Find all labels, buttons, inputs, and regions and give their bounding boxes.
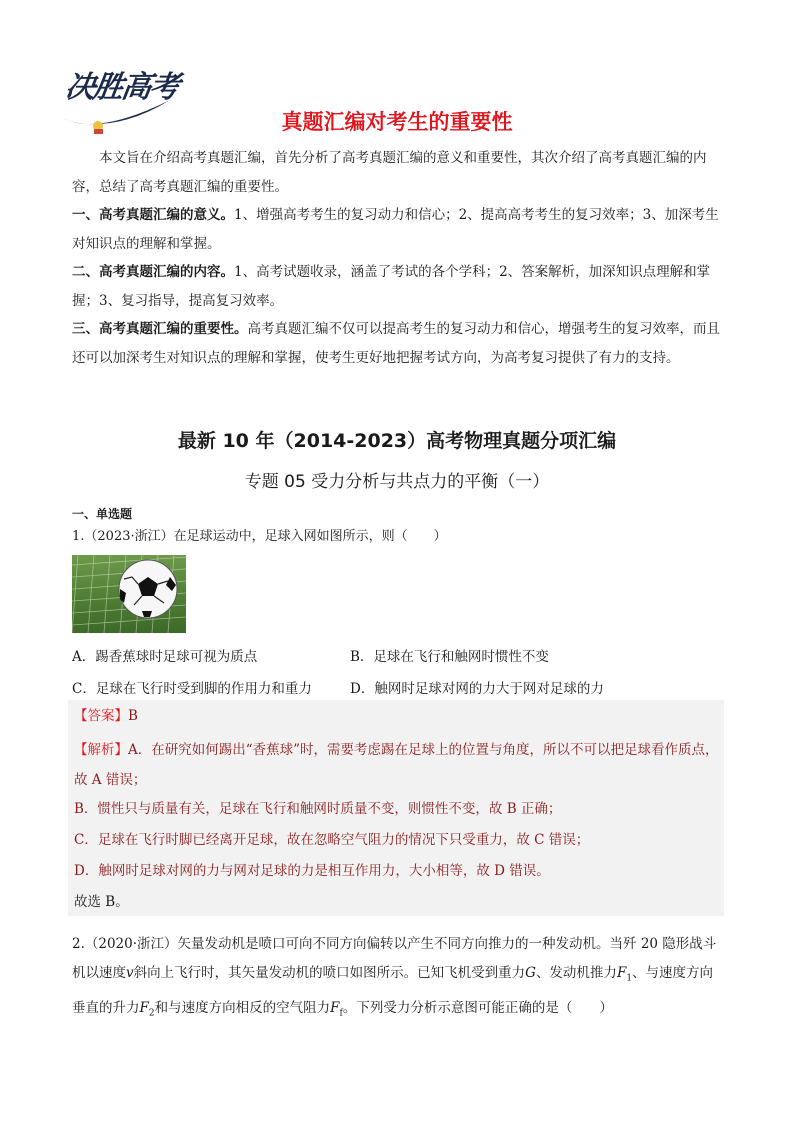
q2-text-2: 斜向上飞行时，其矢量发动机的喷口如图所示。已知飞机受到重力 xyxy=(133,965,526,981)
analysis-c: C．足球在飞行时脚已经离开足球，故在忽略空气阻力的情况下只受重力，故 C 错误； xyxy=(74,832,590,848)
q2-var-v: v xyxy=(126,965,134,981)
point-1-text: 1、增强高考考生的复习动力和信心；2、提高高考考生的复习效率；3、加深考生对知识点的理解和掌握。 xyxy=(72,207,719,252)
logo-text: 决胜高考 xyxy=(63,70,180,105)
sub-heading: 专题 05 受力分析与共点力的平衡（一） xyxy=(244,472,550,492)
analysis-b: B．惯性只与质量有关，足球在飞行和触网时质量不变，则惯性不变，故 B 正确； xyxy=(74,801,562,817)
q2-var-ff: F xyxy=(330,999,340,1016)
page-title: 真题汇编对考生的重要性 xyxy=(281,110,513,134)
analysis-a: A．在研究如何踢出“香蕉球”时，需要考虑踢在足球上的位置与角度，所以不可以把足球看作质点，故 A 错误； xyxy=(74,742,719,788)
point-3-text: 高考真题汇编不仅可以提高考生的复习动力和信心，增强考生的复习效率，而且还可以加深考生对知识点的理解和掌握，使考生更好地把握考试方向，为高考复习提供了有力的支持。 xyxy=(72,321,720,366)
intro-paragraph: 本文旨在介绍高考真题汇编，首先分析了高考真题汇编的意义和重要性，其次介绍了高考真题汇编的内容，总结了高考真题汇编的重要性。 xyxy=(72,150,707,195)
q2-text-3: 、发动机推力 xyxy=(535,965,617,981)
main-heading: 最新 10 年（2014-2023）高考物理真题分项汇编 xyxy=(177,430,617,452)
point-2 xyxy=(72,258,722,315)
soccer-ball-image xyxy=(72,555,186,633)
option-b: B．足球在飞行和触网时惯性不变 xyxy=(350,649,549,665)
q2-text-5: 和与速度方向相反的空气阻力 xyxy=(154,999,331,1016)
q2-text-1: 2.（2020·浙江）矢量发动机是喷口可向不同方向偏转以产生不同方向推力的一种发动机。当歼 20 隐形战斗机以速度 xyxy=(72,936,717,981)
q2-var-f1-sub: 1 xyxy=(626,973,633,984)
point-1-label: 一、高考真题汇编的意义。 xyxy=(72,207,234,223)
q2-var-f2: F xyxy=(139,999,149,1016)
option-a: A．踢香蕉球时足球可视为质点 xyxy=(72,649,258,665)
option-c: C．足球在飞行时受到脚的作用力和重力 xyxy=(72,681,312,697)
section-title: 一、单选题 xyxy=(72,507,133,521)
conclusion: 故选 B。 xyxy=(74,894,129,910)
point-1 xyxy=(72,201,722,258)
point-3 xyxy=(72,315,722,372)
analysis-d: D．触网时足球对网的力与网对足球的力是相互作用力，大小相等，故 D 错误。 xyxy=(74,863,550,879)
q2-var-f2-sub: 2 xyxy=(148,1008,155,1019)
q2-var-ff-sub: f xyxy=(339,1008,343,1019)
answer-line xyxy=(74,705,724,727)
analysis-line-a xyxy=(74,735,724,795)
question-2-stem xyxy=(72,930,722,1028)
q2-var-g: G xyxy=(525,965,536,981)
point-2-text: 1、高考试题收录，涵盖了考试的各个学科；2、答案解析，加深知识点理解和掌握；3、复习指导，提高复习效率。 xyxy=(72,264,711,309)
answer-tag: 【答案】 xyxy=(74,708,128,724)
q2-var-f1: F xyxy=(616,965,627,981)
soccer-net-icon xyxy=(72,555,186,633)
q2-text-6: 。下列受力分析示意图可能正确的是（ ） xyxy=(342,999,613,1016)
analysis-tag: 【解析】 xyxy=(74,742,128,758)
point-2-label: 二、高考真题汇编的内容。 xyxy=(72,264,234,280)
point-3-label: 三、高考真题汇编的重要性。 xyxy=(72,321,248,337)
option-d: D．触网时足球对网的力大于网对足球的力 xyxy=(350,681,604,697)
soccer-ball-icon xyxy=(119,560,177,618)
answer-value: B xyxy=(128,708,138,724)
question-1-stem: 1.（2023·浙江）在足球运动中，足球入网如图所示，则（ ） xyxy=(72,529,447,544)
q2-text-4: 、与速度方向垂直的升力 xyxy=(72,965,714,1016)
